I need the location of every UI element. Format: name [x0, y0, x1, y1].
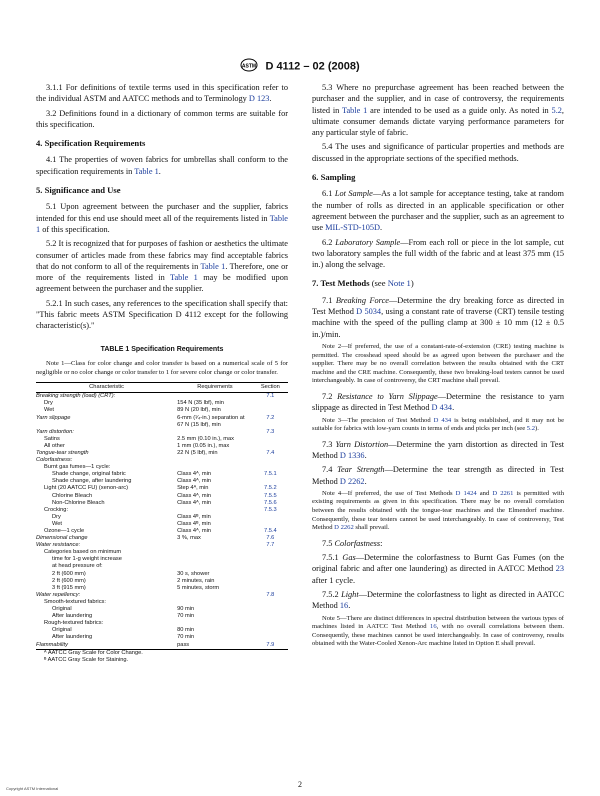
- characteristic-cell: 2 ft (600 mm): [52, 570, 86, 577]
- requirement-cell: 70 min: [177, 634, 195, 641]
- copyright: Copyright ASTM International: [6, 786, 59, 791]
- ref-link[interactable]: D 2261: [492, 489, 514, 497]
- section-heading: 5. Significance and Use: [36, 185, 121, 196]
- requirement-cell: [177, 393, 253, 401]
- table-row: [36, 556, 288, 563]
- ref-link[interactable]: MIL-STD-105D: [325, 223, 380, 233]
- table-row: [36, 443, 288, 450]
- characteristic-cell: Flammability: [36, 642, 177, 650]
- section-heading: 4. Specification Requirements: [36, 138, 146, 149]
- table-row: [36, 592, 288, 599]
- section-cell[interactable]: 7.5.4: [264, 528, 277, 534]
- characteristic-cell: Satins: [44, 435, 60, 442]
- section-cell: [253, 407, 288, 414]
- para-5-3: 5.3 Where no prepurchase agreement has been reached between the purchaser and the supplier, and in case of controversy, the requirements listed in Table 1 are intended to be used as a guide only. As noted in 5.2, ultimate consumer demands dictate varying performance parameters for any particular style of fabric.: [312, 83, 564, 138]
- section-cell[interactable]: 7.5.3: [264, 506, 277, 513]
- ref-link[interactable]: D 5034: [356, 307, 382, 317]
- section-cell[interactable]: 7.6: [266, 535, 275, 542]
- table-row: [36, 393, 288, 401]
- characteristic-cell: Light (20 AATCC FU) (xenon-arc): [44, 485, 128, 492]
- section-cell: [253, 443, 288, 450]
- table-row: [36, 407, 288, 414]
- table-row: [36, 634, 288, 641]
- footnote-a: ᴬ AATCC Gray Scale for Color Change.: [44, 649, 143, 656]
- para-7-5: 7.5 Colorfastness:: [322, 538, 383, 548]
- section-cell[interactable]: 7.2: [266, 414, 275, 421]
- para-4-1: 4.1 The properties of woven fabrics for umbrellas shall conform to the specification requirements in Table 1.: [36, 155, 288, 176]
- characteristic-cell: time for 1-g weight increase: [52, 556, 122, 563]
- section-cell: [253, 563, 288, 570]
- section-cell: [253, 521, 288, 528]
- characteristic-cell: Non-Chlorine Bleach: [52, 499, 105, 506]
- section-cell: [253, 478, 288, 485]
- requirement-cell: 2.5 mm (0.10 in.), max: [177, 435, 235, 442]
- requirement-cell: 2 minutes, rain: [177, 577, 215, 584]
- ref-link[interactable]: D 434: [433, 416, 452, 424]
- designation: D 4112 – 02 (2008): [265, 60, 360, 73]
- requirement-cell: 89 N (20 lbf), min: [177, 407, 221, 414]
- ref-link[interactable]: Table 1: [169, 273, 198, 283]
- requirement-cell: [177, 556, 253, 563]
- table-row: [36, 642, 288, 650]
- requirement-cell: 1 mm (0.05 in.), max: [177, 442, 230, 449]
- column-header: Characteristic: [36, 383, 177, 393]
- requirement-cell: 70 min: [177, 613, 195, 620]
- characteristic-cell: Wet: [44, 407, 55, 414]
- note-4: Note 4—If preferred, the use of Test Methods D 1424 and D 2261 is permitted with existing requirements as given in this specification. There may be no overall correlation between the results obtained with the tongue-tear machines and the Elmendorf machine. Consequently, these tear testers cannot be used interchangeably. In case of controversy, Test Method D 2262 shall prevail.: [312, 489, 564, 532]
- table-row: [36, 457, 288, 464]
- characteristic-cell: After laundering: [52, 634, 93, 641]
- ref-link[interactable]: 5.2: [526, 425, 536, 433]
- para-7-3: 7.3 Yarn Distortion—Determine the yarn distortion as directed in Test Method D 1336.: [312, 439, 565, 460]
- astm-logo-icon: [240, 58, 258, 75]
- requirement-cell: [177, 542, 253, 549]
- table-header-row: [36, 383, 288, 393]
- page-number: 2: [298, 780, 302, 789]
- requirement-cell: 80 min: [177, 627, 195, 634]
- requirement-cell: 3 %, max: [177, 535, 201, 542]
- note-5: Note 5—There are distinct differences in spectral distribution between the various types of machines listed in AATCC Test Method 16, with no overall correlations between them. Consequently, these machines cannot be used interchangeably. In case of controversy, results obtained with the Water-Cooled Xenon-Arc machine listed in Option E shall prevail.: [312, 614, 564, 648]
- para-7-1: 7.1 Breaking Force—Determine the dry breaking force as directed in Test Method D 5034, using a constant rate of traverse (CRT) tensile testing machine with the speed of the pulling clamp at 300 ± 10 mm (12 ± 0.5 in.)/min.: [312, 295, 564, 339]
- section-cell: [253, 599, 288, 606]
- table-title: TABLE 1 Specification Requirements: [100, 345, 224, 353]
- table-row: [36, 521, 288, 528]
- characteristic-cell: Dry: [52, 513, 61, 520]
- para-5-4: 5.4 The uses and significance of particular properties and methods are discussed in the appropriate sections of the specified methods.: [312, 142, 564, 163]
- requirement-cell: [177, 429, 253, 436]
- requirement-cell: [177, 599, 253, 606]
- characteristic-cell: Original: [52, 606, 72, 613]
- section-cell: [253, 457, 288, 464]
- table-row: [36, 606, 288, 613]
- requirements-table: [36, 382, 288, 649]
- section-cell: [253, 620, 288, 627]
- table-row: [36, 514, 288, 521]
- section-cell: [253, 556, 288, 563]
- table-row: [36, 471, 288, 478]
- ref-link[interactable]: 16: [339, 601, 349, 611]
- requirement-cell: Class 4ᴬ, min: [177, 478, 211, 485]
- ref-link[interactable]: D 123: [248, 94, 270, 104]
- table-row: [36, 613, 288, 620]
- requirement-cell: Step 4ᴬ, min: [177, 485, 209, 492]
- svg-text:ASTM: ASTM: [242, 63, 257, 70]
- section-cell[interactable]: 7.5.5: [264, 492, 277, 499]
- table-row: [36, 542, 288, 549]
- right-column: [312, 82, 564, 654]
- requirement-cell: 67 N (15 lbf), min: [177, 421, 221, 428]
- characteristic-cell: Smooth-textured fabrics:: [44, 598, 106, 605]
- characteristic-cell: Ozone—1 cycle: [44, 528, 85, 534]
- characteristic-cell: Water repellency:: [36, 591, 81, 598]
- ref-link[interactable]: Table 1: [36, 213, 288, 234]
- table-row: [36, 578, 288, 585]
- table-row: [36, 585, 288, 592]
- para-3-1-1: 3.1.1 For definitions of textile terms used in this specification refer to the individual ASTM and AATCC methods and to Terminology D 123.: [36, 83, 288, 104]
- ref-link[interactable]: 23: [555, 564, 564, 574]
- table-note: Note 1—Class for color change and color transfer is based on a numerical scale of 5 for negligible or no color change or color transfer to 1 for severe color change or color transfer.: [36, 359, 288, 376]
- characteristic-cell: Burnt gas fumes—1 cycle:: [44, 464, 111, 471]
- table-row: [36, 450, 288, 457]
- requirement-cell: 5 minutes, storm: [177, 584, 220, 591]
- table-row: [36, 415, 288, 422]
- section-cell[interactable]: 7.5.2: [264, 485, 277, 492]
- requirement-cell: 6-mm (¹⁄₄-in.) separation at: [177, 414, 245, 421]
- section-cell[interactable]: 7.4: [266, 449, 275, 456]
- section-heading: 6. Sampling: [312, 172, 356, 183]
- ref-link[interactable]: Table 1: [200, 261, 226, 271]
- section-cell[interactable]: 7.7: [266, 542, 275, 549]
- table-row: [36, 549, 288, 556]
- characteristic-cell: Chlorine Bleach: [52, 492, 93, 499]
- section-cell: [253, 627, 288, 634]
- para-5-2-1: 5.2.1 In such cases, any references to the specification shall specify that: "This fabric meets ASTM Specification D 4112 except for the following characteristic(s).": [36, 298, 288, 331]
- characteristic-cell: Breaking strength (load) (CRT):: [36, 393, 116, 400]
- requirement-cell: 30 s, shower: [177, 570, 210, 577]
- table-row: [36, 563, 288, 570]
- table-row: [36, 571, 288, 578]
- table-row: [36, 400, 288, 407]
- page-header: [0, 58, 600, 75]
- characteristic-cell: Rough-textured fabrics:: [44, 620, 104, 627]
- characteristic-cell: Original: [52, 627, 72, 634]
- section-cell[interactable]: 7.3: [266, 428, 275, 435]
- requirement-cell: [177, 457, 253, 464]
- column-header: Requirements: [177, 383, 253, 393]
- characteristic-cell: After laundering: [52, 613, 93, 620]
- characteristic-cell: at head pressure of:: [52, 563, 103, 570]
- characteristic-cell: Colorfastness:: [36, 457, 73, 464]
- table-row: [36, 485, 288, 492]
- section-heading: 7. Test Methods (see Note 1): [312, 278, 414, 289]
- table-row: [36, 436, 288, 443]
- ref-link[interactable]: D 2262: [339, 476, 365, 486]
- section-cell: [253, 400, 288, 407]
- section-cell: [253, 578, 288, 585]
- note-2: Note 2—If preferred, the use of a constant-rate-of-extension (CRE) testing machine is permitted. The crosshead speed should be as agreed upon between the purchaser and the supplier. There may be no overall correlation between the results obtained with the CRT machine and the CRE machine. Consequently, these two breaking-load testers cannot be used interchangeably. In case of controversy, the CRT machine shall prevail.: [312, 342, 564, 385]
- section-cell: [253, 634, 288, 641]
- section-cell: [253, 613, 288, 620]
- requirement-cell: [177, 620, 253, 627]
- para-7-5-1: 7.5.1 Gas—Determine the colorfastness to Burnt Gas Fumes (on the original fabric and after one laundering) as directed in AATCC Method 23 after 1 cycle.: [312, 553, 565, 585]
- section-cell: [253, 606, 288, 613]
- section-cell: [253, 549, 288, 556]
- para-7-4: 7.4 Tear Strength—Determine the tear strength as directed in Test Method D 2262.: [312, 465, 564, 486]
- section-cell[interactable]: 7.1: [266, 393, 275, 400]
- characteristic-cell: [36, 422, 177, 429]
- ref-link[interactable]: D 434: [431, 403, 453, 413]
- ref-link[interactable]: 5.2: [551, 105, 562, 115]
- section-cell: [253, 585, 288, 592]
- requirement-cell: [177, 549, 253, 556]
- characteristic-cell: 2 ft (600 mm): [52, 577, 86, 584]
- section-cell: [253, 514, 288, 521]
- characteristic-cell: Shade change, after laundering: [52, 478, 132, 485]
- ref-link[interactable]: Table 1: [134, 166, 159, 176]
- section-cell: [253, 571, 288, 578]
- para-7-5-2: 7.5.2 Light—Determine the colorfastness to light as directed in AATCC Method 16.: [312, 590, 564, 611]
- characteristic-cell: Tongue-tear strength: [36, 449, 89, 456]
- requirement-cell: Class 4ᴬ, min: [177, 528, 211, 534]
- characteristic-cell: Shade change, original fabric: [52, 471, 126, 478]
- characteristic-cell: Dimensional change: [36, 535, 88, 542]
- ref-link[interactable]: Table 1: [341, 105, 368, 115]
- para-7-2: 7.2 Resistance to Yarn Slippage—Determine the resistance to yarn slippage as directed in Test Method D 434.: [312, 391, 564, 413]
- ref-link[interactable]: D 1336: [339, 450, 365, 460]
- table-row: [36, 627, 288, 634]
- table-row: [36, 464, 288, 471]
- characteristic-cell: Yarn distortion:: [36, 428, 74, 435]
- table-row: [36, 478, 288, 485]
- characteristic-cell: Water resistance:: [36, 542, 81, 549]
- requirement-cell: Class 4ᴮ, min: [177, 520, 211, 527]
- table-row: [36, 535, 288, 542]
- characteristic-cell: Yarn slippage: [36, 414, 71, 421]
- table-row: [36, 500, 288, 507]
- para-5-1: 5.1 Upon agreement between the purchaser and the supplier, fabrics intended for this end use should meet all of the requirements listed in Table 1 of this specification.: [36, 202, 288, 234]
- characteristic-cell: Wet: [52, 520, 63, 527]
- requirement-cell: [177, 592, 253, 599]
- ref-link[interactable]: D 1424: [455, 489, 477, 497]
- ref-link[interactable]: D 2262: [334, 524, 354, 532]
- section-cell: [253, 422, 288, 429]
- table-row: [36, 599, 288, 606]
- table-row: [36, 493, 288, 500]
- characteristic-cell: Categories based on minimum: [44, 549, 122, 556]
- note-3: Note 3—The precision of Test Method D 434 is being established, and it may not be suitable for fabrics with low-yarn counts in terms of ends and picks per inch (see 5.2).: [312, 416, 564, 433]
- section-cell: [253, 464, 288, 471]
- left-column: [36, 82, 288, 664]
- section-cell[interactable]: 7.5.1: [264, 471, 277, 478]
- column-header: Section: [253, 383, 288, 393]
- para-6-2: 6.2 Laboratory Sample—From each roll or piece in the lot sample, cut two laboratory samples the full width of the fabric and at least 375 mm (15 in.) along the selvage.: [312, 237, 564, 270]
- characteristic-cell: Dry: [44, 400, 53, 407]
- table-row: [36, 528, 288, 535]
- requirement-cell: Class 4ᴬ, min: [177, 499, 211, 506]
- requirement-cell: Class 4ᴬ, min: [177, 471, 211, 478]
- requirement-cell: [177, 563, 253, 570]
- ref-link[interactable]: 16: [430, 623, 437, 631]
- requirement-cell: Class 4ᴮ, min: [177, 513, 211, 520]
- requirement-cell: [177, 507, 253, 514]
- requirement-cell: 22 N (5 lbf), min: [177, 449, 218, 456]
- table-row: [36, 429, 288, 436]
- section-cell: [253, 436, 288, 443]
- requirement-cell: Class 4ᴬ, min: [177, 492, 211, 499]
- requirement-cell: 90 min: [177, 606, 195, 613]
- section-cell[interactable]: 7.5.6: [264, 499, 277, 506]
- characteristic-cell: 3 ft (915 mm): [52, 584, 86, 591]
- para-3-2: 3.2 Definitions found in a dictionary of common terms are suitable for this specification.: [36, 108, 288, 129]
- table-row: [36, 507, 288, 514]
- para-6-1: 6.1 Lot Sample—As a lot sample for acceptance testing, take at random the number of rolls as directed in an applicable specification or other agreement between the purchaser and the supplier, such as an agreement to use MIL-STD-105D.: [312, 189, 565, 233]
- characteristic-cell: All other: [44, 442, 65, 449]
- requirement-cell: pass: [177, 642, 253, 650]
- table-row: [36, 620, 288, 627]
- ref-link[interactable]: Note 1: [387, 278, 411, 289]
- requirement-cell: 154 N (35 lbf), min: [177, 400, 224, 407]
- characteristic-cell: Crocking:: [44, 506, 69, 513]
- section-cell[interactable]: 7.8: [266, 591, 275, 598]
- section-cell[interactable]: 7.9: [253, 642, 288, 650]
- table-row: [36, 422, 288, 429]
- para-5-2: 5.2 It is recognized that for purposes of fashion or aesthetics the ultimate consumer of articles made from these fabrics may find acceptable fabrics that do not conform to all of the requirements in Table 1. Therefore, one or more of the requirements listed in Table 1 may be modified upon agreement between the purchaser and the supplier.: [36, 239, 288, 294]
- footnote-b: ᴮ AATCC Gray Scale for Staining.: [44, 656, 129, 663]
